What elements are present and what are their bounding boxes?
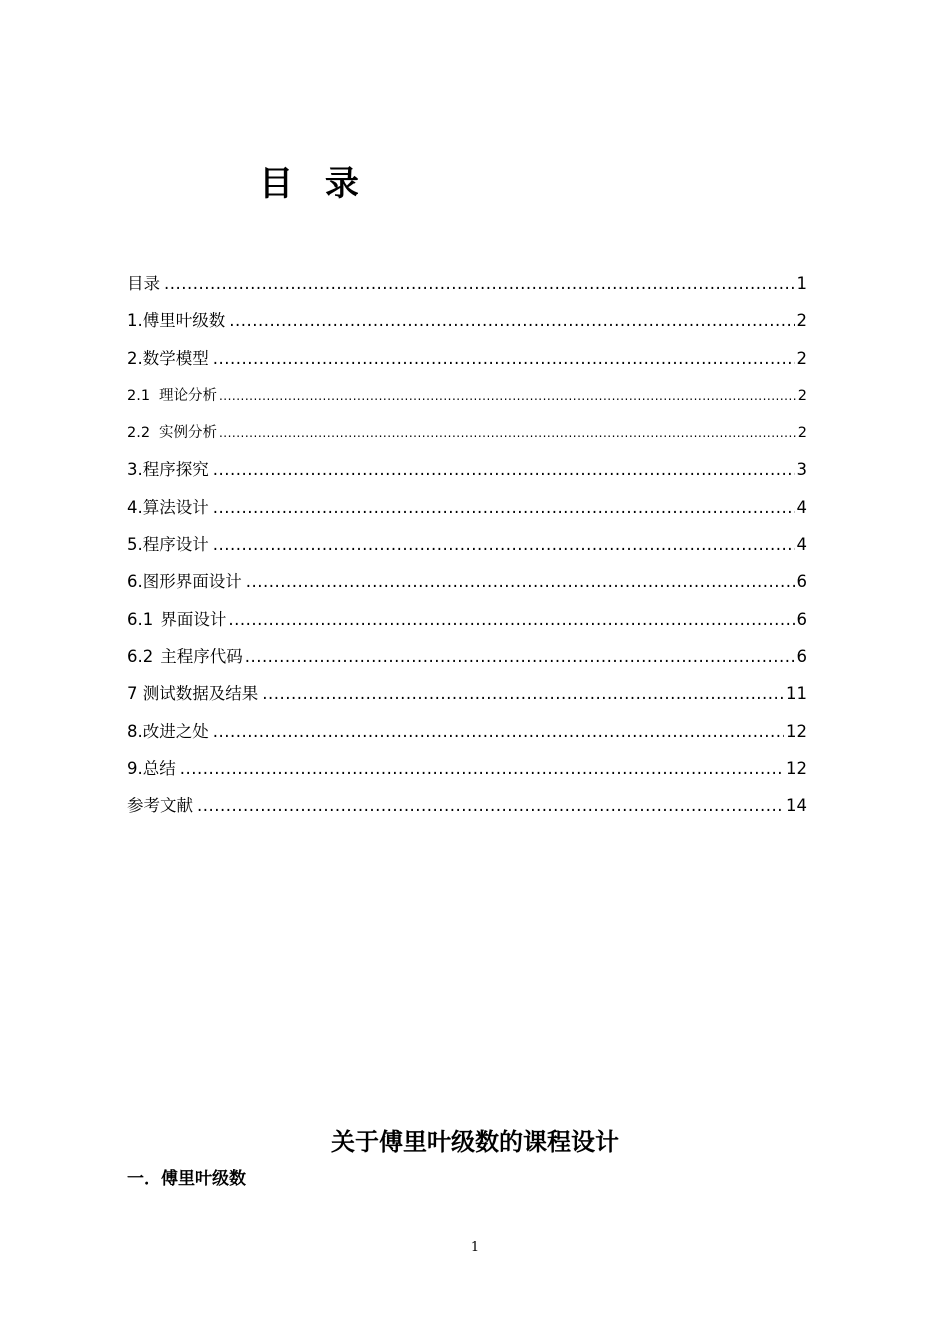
toc-entry[interactable] xyxy=(127,419,807,456)
toc-entry[interactable] xyxy=(127,606,807,643)
toc-entry-label: 6.图形界面设计 xyxy=(127,572,242,592)
toc-entry-page: 2 xyxy=(797,425,807,442)
toc-entry-page: 3 xyxy=(796,460,807,480)
table-of-contents xyxy=(127,270,807,829)
toc-entry-label: 7 测试数据及结果 xyxy=(127,684,259,704)
toc-leader-dots xyxy=(213,531,795,559)
toc-leader-dots xyxy=(213,345,795,373)
toc-entry-number: 2.1 xyxy=(127,387,151,404)
toc-entry-page: 12 xyxy=(786,721,807,741)
toc-leader-dots xyxy=(213,718,784,746)
toc-entry-label: 8.改进之处 xyxy=(127,721,209,741)
toc-title: 目 录 xyxy=(259,164,369,204)
toc-entry[interactable] xyxy=(127,718,807,755)
toc-entry-label: 1.傅里叶级数 xyxy=(127,311,226,331)
toc-entry-page: 2 xyxy=(796,311,807,331)
toc-leader-dots xyxy=(219,382,796,410)
toc-leader-dots xyxy=(180,755,784,783)
toc-entry[interactable] xyxy=(127,680,807,717)
toc-leader-dots xyxy=(228,606,794,634)
toc-entry[interactable] xyxy=(127,643,807,680)
toc-entry[interactable] xyxy=(127,531,807,568)
toc-entry-label: 9.总结 xyxy=(127,758,176,778)
section-heading: 一．傅里叶级数 xyxy=(127,1169,246,1189)
toc-entry-page: 11 xyxy=(786,684,807,704)
toc-entry-label: 5.程序设计 xyxy=(127,535,209,555)
toc-entry-page: 1 xyxy=(796,274,807,293)
toc-entry-label: 4.算法设计 xyxy=(127,497,209,517)
toc-leader-dots xyxy=(197,792,784,820)
toc-leader-dots xyxy=(245,643,795,671)
toc-entry-page: 4 xyxy=(796,535,807,555)
toc-entry-page: 6 xyxy=(796,646,807,666)
toc-leader-dots xyxy=(229,307,794,335)
toc-entry[interactable] xyxy=(127,345,807,382)
toc-entry-label: 2.数学模型 xyxy=(127,348,209,368)
toc-entry-label: 参考文献 xyxy=(127,796,193,816)
toc-entry-page: 6 xyxy=(796,609,807,629)
toc-entry[interactable] xyxy=(127,755,807,792)
toc-entry[interactable] xyxy=(127,494,807,531)
toc-leader-dots xyxy=(262,680,784,708)
toc-entry-page: 2 xyxy=(797,387,807,404)
toc-entry-label: 实例分析 xyxy=(158,425,217,442)
toc-entry[interactable] xyxy=(127,307,807,344)
toc-entry[interactable] xyxy=(127,568,807,605)
toc-leader-dots xyxy=(213,494,795,522)
document-title: 关于傅里叶级数的课程设计 xyxy=(331,1128,619,1156)
toc-leader-dots xyxy=(213,456,795,484)
toc-entry-number: 2.2 xyxy=(127,425,151,442)
toc-leader-dots xyxy=(219,419,796,447)
toc-entry[interactable] xyxy=(127,792,807,829)
toc-entry-page: 4 xyxy=(796,497,807,517)
toc-entry[interactable] xyxy=(127,270,807,307)
toc-entry-page: 2 xyxy=(796,348,807,368)
toc-leader-dots xyxy=(246,568,795,596)
toc-entry-label: 目录 xyxy=(127,274,160,293)
toc-entry-label: 3.程序探究 xyxy=(127,460,209,480)
toc-entry-number: 6.2 xyxy=(127,646,154,666)
toc-entry-page: 12 xyxy=(786,758,807,778)
toc-entry-label: 主程序代码 xyxy=(160,646,243,666)
toc-entry-page: 6 xyxy=(796,572,807,592)
toc-entry[interactable] xyxy=(127,382,807,419)
toc-entry-page: 14 xyxy=(786,796,807,816)
page-number: 1 xyxy=(470,1240,480,1255)
toc-entry-number: 6.1 xyxy=(127,609,154,629)
toc-entry-label: 界面设计 xyxy=(160,609,227,629)
toc-entry-label: 理论分析 xyxy=(158,387,217,404)
toc-entry[interactable] xyxy=(127,456,807,493)
toc-leader-dots xyxy=(164,270,795,298)
